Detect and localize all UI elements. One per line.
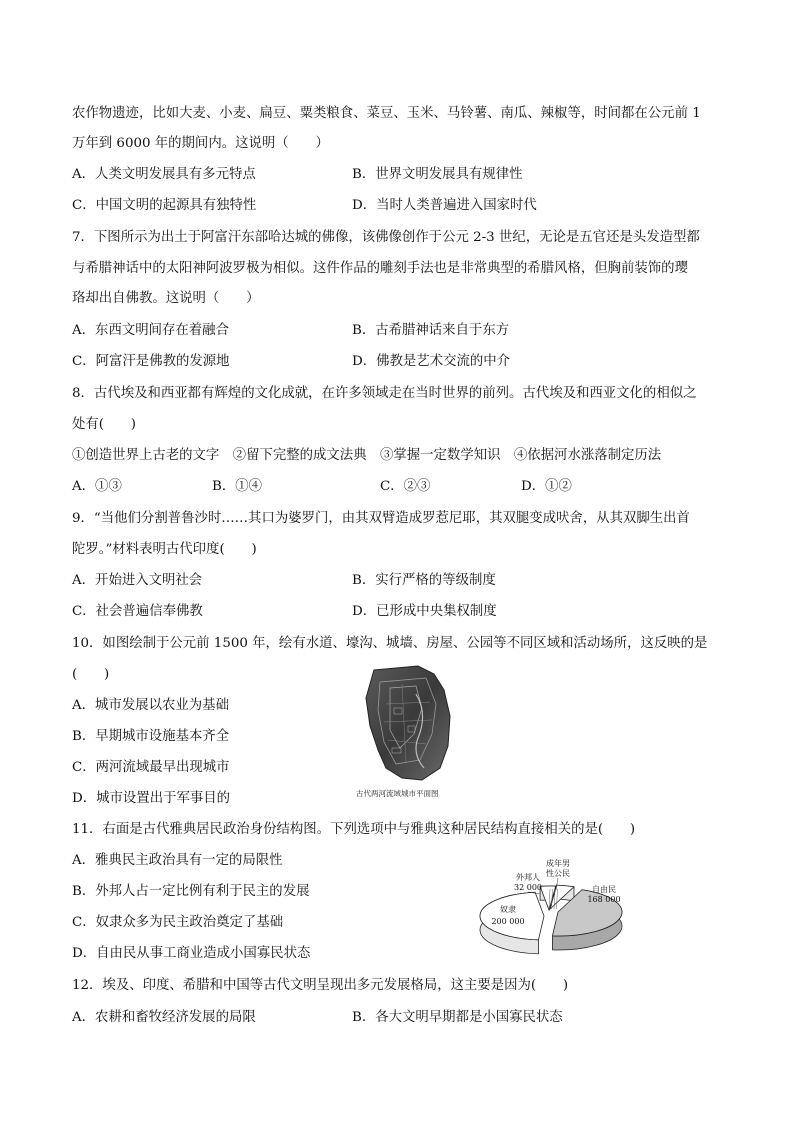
q9-option-d[interactable]: D．已形成中央集权制度: [352, 604, 497, 619]
q12-stem-line1: 12．埃及、印度、希腊和中国等古代文明呈现出多元发展格局，这主要是因为( ): [72, 978, 569, 993]
clay-tablet-image: [356, 664, 460, 784]
pie-label-slave-name: 奴隶: [500, 905, 516, 914]
q9-stem-line2: 陀罗。”材料表明古代印度( ): [72, 542, 257, 557]
q9-option-a[interactable]: A．开始进入文明社会: [72, 573, 203, 588]
q11-stem-line1: 11．右面是古代雅典居民政治身份结构图。下列选项中与雅典这种居民结构直接相关的是( ): [72, 822, 636, 837]
pie-label-foreign-value: 32 000: [514, 883, 542, 892]
q7-stem-line3: 珞却出自佛教。这说明（ ）: [72, 291, 260, 306]
q11-option-d[interactable]: D．自由民从事工商业造成小国寡民状态: [72, 946, 311, 961]
q8-stem-line2: 处有( ): [72, 417, 137, 432]
athens-population-pie-chart: [470, 854, 630, 958]
q8-option-a[interactable]: A．①③: [72, 479, 122, 494]
q8-items: ①创造世界上古老的文字 ②留下完整的成文法典 ③掌握一定数学知识 ④依据河水涨落制定历法: [72, 448, 662, 463]
pie-label-free-name: 自由民: [592, 885, 616, 894]
q8-stem-line1: 8．古代埃及和西亚都有辉煌的文化成就，在许多领域走在当时世界的前列。古代埃及和西亚文化的相似之: [72, 386, 697, 401]
q7-stem-line1: 7．下图所示为出土于阿富汗东部哈达城的佛像，该佛像创作于公元 2-3 世纪，无论是五官还是头发造型都: [72, 230, 700, 245]
pie-label-foreign-name: 外邦人: [516, 873, 540, 882]
q7-option-a[interactable]: A．东西文明间存在着融合: [72, 323, 229, 338]
q8-option-b[interactable]: B．①④: [212, 479, 263, 494]
q7-stem-line2: 与希腊神话中的太阳神阿波罗极为相似。这件作品的雕刻手法也是非常典型的希腊风格，但胸前装饰的璎: [72, 261, 688, 276]
q9-stem-line1: 9．“当他们分割普鲁沙时……其口为婆罗门，由其双臂造成罗惹尼耶，其双腿变成吠舍，从其双脚生出首: [72, 511, 690, 526]
q9-option-c[interactable]: C．社会普遍信奉佛教: [72, 604, 203, 619]
q11-option-c[interactable]: C．奴隶众多为民主政治奠定了基础: [72, 915, 284, 930]
pie-label-citizen-line2: 性公民: [546, 869, 570, 878]
q10-stem-line2: ( ): [72, 667, 110, 682]
q12-option-b[interactable]: B．各大文明早期都是小国寡民状态: [352, 1010, 563, 1025]
city-plan-caption: 古代两河流域城市平面图: [356, 789, 439, 798]
pie-chart-svg: [470, 854, 630, 958]
q6-option-a[interactable]: A．人类文明发展具有多元特点: [72, 167, 256, 182]
q11-option-a[interactable]: A．雅典民主政治具有一定的局限性: [72, 853, 283, 868]
q7-option-b[interactable]: B．古希腊神话来自于东方: [352, 323, 510, 338]
q10-option-c[interactable]: C．两河流域最早出现城市: [72, 760, 230, 775]
city-plan-figure: [356, 664, 460, 784]
q12-option-a[interactable]: A．农耕和畜牧经济发展的局限: [72, 1010, 256, 1025]
q8-option-c[interactable]: C．②③: [380, 479, 431, 494]
q10-option-a[interactable]: A．城市发展以农业为基础: [72, 698, 229, 713]
q6-stem-line2: 万年到 6000 年的期间内。这说明（ ）: [72, 136, 329, 151]
q9-option-b[interactable]: B．实行严格的等级制度: [352, 573, 496, 588]
q6-option-d[interactable]: D．当时人类普遍进入国家时代: [352, 198, 537, 213]
pie-label-free-value: 168 000: [587, 895, 621, 904]
q7-option-c[interactable]: C．阿富汗是佛教的发源地: [72, 354, 230, 369]
q8-option-d[interactable]: D．①②: [521, 479, 572, 494]
q10-option-d[interactable]: D．城市设置出于军事目的: [72, 791, 231, 806]
pie-label-citizen-line1: 成年男: [546, 859, 570, 868]
q10-option-b[interactable]: B．早期城市设施基本齐全: [72, 729, 230, 744]
q6-stem-line1: 农作物遗迹，比如大麦、小麦、扁豆、粟类粮食、菜豆、玉米、马铃薯、南瓜、辣椒等，时间都在公元前 1: [72, 106, 701, 121]
q11-option-b[interactable]: B．外邦人占一定比例有利于民主的发展: [72, 884, 310, 899]
q6-option-c[interactable]: C．中国文明的起源具有独特性: [72, 198, 257, 213]
q7-option-d[interactable]: D．佛教是艺术交流的中介: [352, 354, 511, 369]
q10-stem-line1: 10．如图绘制于公元前 1500 年，绘有水道、壕沟、城墙、房屋、公园等不同区域和活动场所，这反映的是: [72, 636, 708, 651]
pie-label-slave-value: 200 000: [491, 917, 525, 926]
q6-option-b[interactable]: B．世界文明发展具有规律性: [352, 167, 523, 182]
